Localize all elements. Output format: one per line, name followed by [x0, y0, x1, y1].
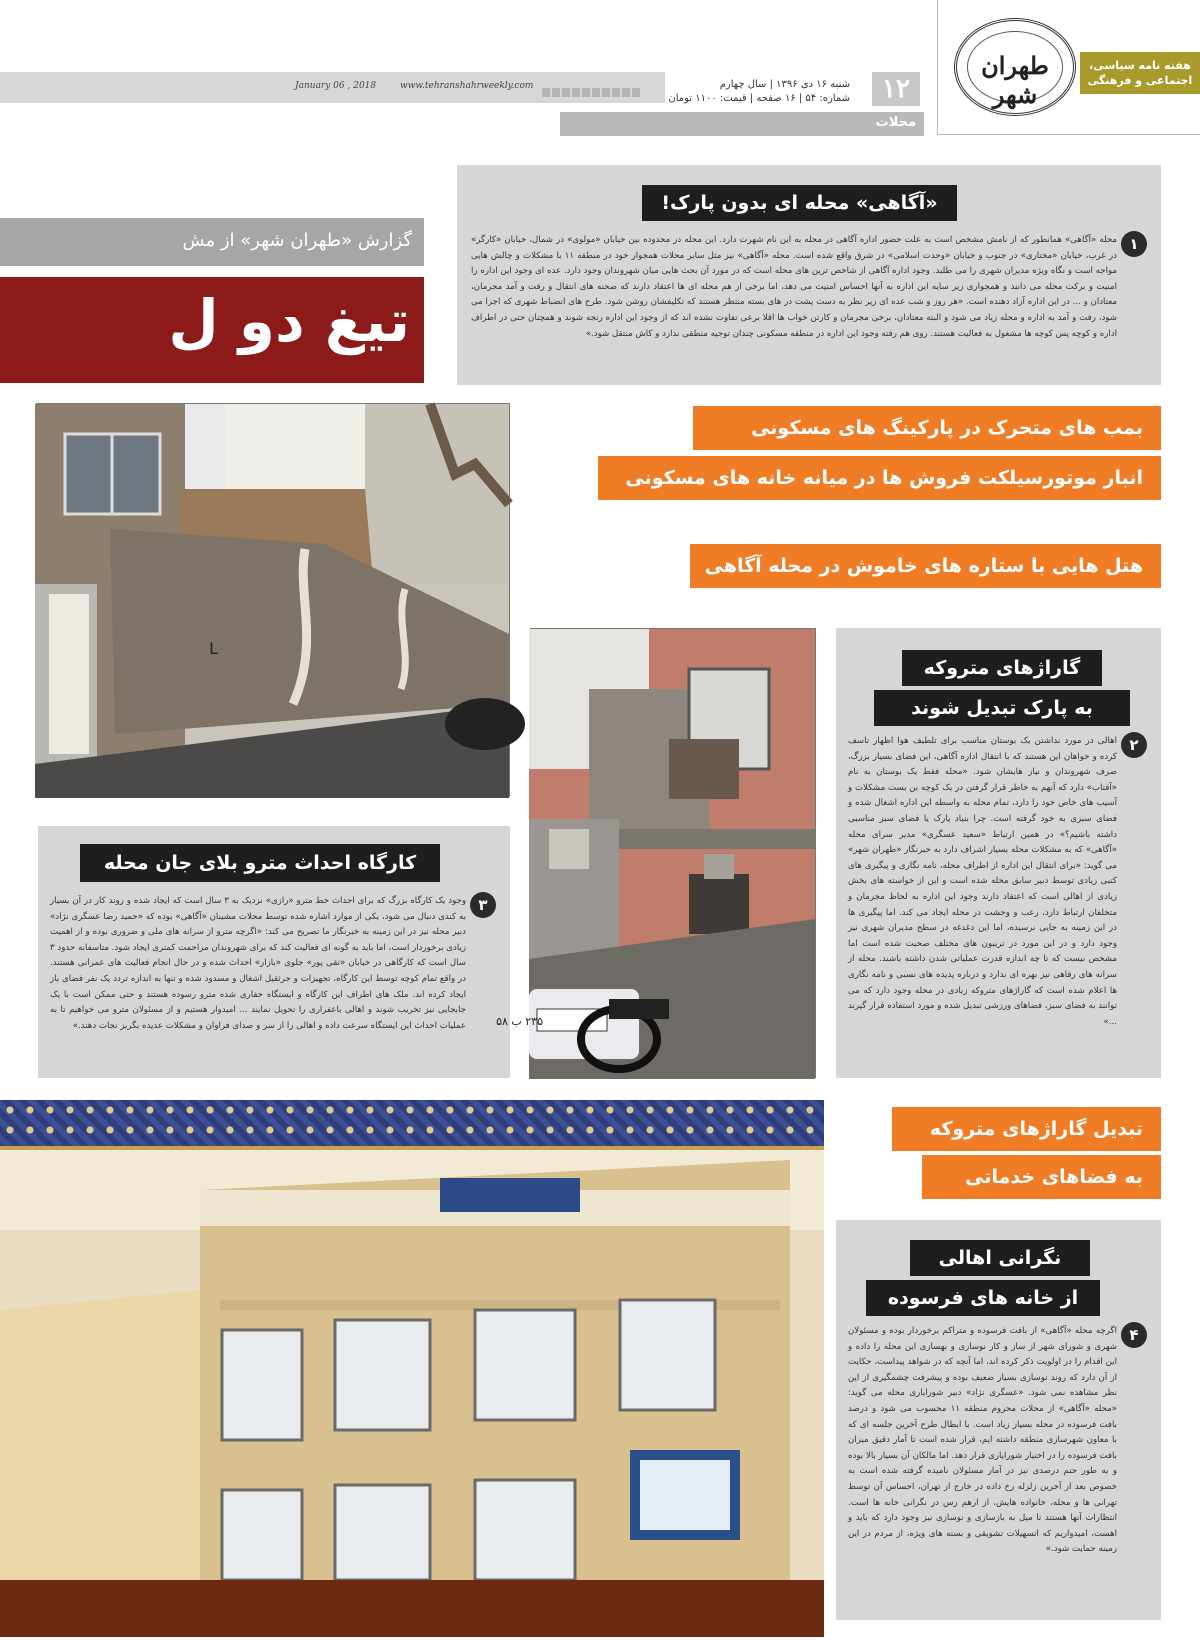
tagline-line1: هفته نامه سیاسی،: [1089, 59, 1191, 72]
issue-info: [650, 78, 850, 106]
section-2-title-line2: به پارک تبدیل شوند: [874, 690, 1130, 726]
photo-wall-alley-image: [35, 404, 509, 798]
tagline: [1080, 52, 1200, 94]
section-4-body: اگرچه محله «آگاهی» از بافت فرسوده و متراکم برخوردار بوده و مسئولان شهری و شورای شهر از ساز و کار نوسازی و بهسازی این محله را داده و این اقدام را در اولویت ذکر کرده اند، اما آنچه که در شواهد پیداست، حکایت از آن دارد که روند نوسازی بسیار ضعیف بوده و پیشرفت چشمگیری از این نظر مشاهده نمی شود. «عسگری نژاد» دبیر شورایاری محله می گوید: «محله «آگاهی» از محلات محروم منطقه ۱۱ محسوب می شود و درصد بافت فرسوده در محله بسیار زیاد است. با ابطال طرح آخرین جلسه ای که با معاون شهرسازی منطقه داشته ایم، قرار شده است تا آمار دقیق میزان بافت فرسوده را در اختیار شورایاری قرار دهد. اما مالکان آن بسیار بالا بوده و به طور حتم درصدی نیز در آمار مسئولان نامیده گرفته شده است به خصوص بعد از آخرین زلزله رخ داده در خارج از تهران، احساس آن توسط تهرانی ها و محله، خانواده هایش، از ارهم رس در نگرانی خانه ها است. انتظارات آنها هستند تا میل به بازسازی و نوسازی نیز وجود دارد که باید و اهست، امیدواریم که اتسهیلات تشویقی و بسته های ویژه، از مردم در این زمینه حمایت شود.»: [848, 1326, 1117, 1555]
logo-text: طهران شهر: [981, 51, 1049, 109]
photo-school-building-image: [0, 1150, 824, 1637]
photo-wall-alley: [36, 403, 510, 797]
headline-bar-1: بمب های متحرک در پارکینگ های مسکونی: [693, 406, 1161, 450]
headline-bar-4b: به فضاهای خدماتی: [922, 1155, 1161, 1199]
photo-wall-mark: L: [209, 639, 218, 658]
decorative-tile-strip: [0, 1100, 824, 1150]
section-3-number: ۳: [470, 892, 496, 918]
photo-brick-building-image: [496, 629, 815, 1079]
section-1-body: محله «آگاهی» همانطور که از نامش مشخص است به علت حضور اداره آگاهی در محله به این نام شهرت دارد. این محله در محدوده بین خیابان «مولوی» در شمال، خیابان «کارگر» در غرب، خیابان «مختاری» در جنوب و خیابان «وحدت اسلامی» در شرق واقع شده است. محله «آگاهی» نیز مثل سایر محلات همجوار خود در منطقه ۱۱ با مشکلات و چالش هایی مواجه است و نگاه ویژه مدیران شهری را می طلبد. وجود اداره آگاهی از شاخص ترین های محله است که در مورد آن بحث هایی میان شهروندان وجود دارد. عده ای وجود این اداره را امنیت و برکت محله می دانند و همجواری زیر سایه این اداره به آنها احساس امنیت می دهد، اما برخی از هم محله ای ها اعتقاد دارند که صحنه های انتقال و رفت و آمد مجرمان، معتادان و ... در این اداره آزاد دهنده است. «هر روز و شب عده ای زیر نظر به دست پشت در های بسته منتظر هستند که تکلیفشان روشن شود. طرح های انضباط شهری که اجرا می شود، رفت و آمد به اداره و محله زیاد می شود و البته معتادان، برخی مجرمان و کارتن خواب ها اقلا برعی تفاوت نشده اند که از وجود این اداره رنجه شوند و همچنان حتی در اطراف اداره و کوچه پس کوچه ها مشغول به فعالیت هستند. روی هم رفته وجود این اداره در منطقه مسکونی چندان توجیه منطقی ندارد و کاش منتقل شود.»: [471, 235, 1117, 339]
lead-title: تیغ دو ل: [168, 287, 410, 355]
section-4-title-line1: نگرانی اهالی: [910, 1240, 1090, 1276]
lead-kicker-strap: [0, 218, 424, 266]
headline-bar-3: هتل هایی با ستاره های خاموش در محله آگاهی: [690, 544, 1161, 588]
lead-kicker: گزارش «طهران شهر» از مش: [182, 230, 412, 251]
date-english: January 06 , 2018: [295, 81, 377, 91]
website-url[interactable]: www.tehranshahrweekly.com: [400, 81, 534, 91]
header-dots: [540, 82, 640, 101]
section-3-body: وجود یک کارگاه بزرگ که برای احداث خط مترو «رازی» نزدیک به ۳ سال است که ایجاد شده و روند کار در آن بسیار به کندی دنبال می شود، یکی از موارد اشاره شده توسط محلات مشینان «آگاهی» بوده که «حمید رضا عسگری نژاد» دبیر محله نیز در این زمینه به خبرنگار ما تصریح می کند: «اگرچه مترو از سرانه های ملی و ضروری بوده و از اهمیت زیادی برخوردار است، اما باید به گونه ای فعالیت کند که برای شهروندان مزاحمت کمتری ایجاد شود. متاسفانه حدود ۳ سال است که کارگاهی در خیابان «تقی پور» جلوی «بازار» احداث شده و در حال انجام فعالیت های عمرانی هستند. در واقع تمام کوچه توسط این کارگاه، تجهیزات و جرثقیل اشغال و مسدود شده و تنها به اندازه تردد یک نفر فضای باز ایجاد کرده اند. ملک های اطراف این کارگاه و ایستگاه حفاری شده مترو رسوده هستند و حتی ممکن است با یک جابجایی نیز تخریب شوند و اهالی باعفراری را تحویل نمایند ... امیدوار هستیم و از مسئولان مترو می خواهیم تا به عملیات احداث این ایستگاه سرعت داده و اهالی را از سر و صدای فراوان و مشکلات عدیده بگریز نجات دهند.»: [50, 896, 466, 1031]
section-2-box: [836, 628, 1161, 1078]
issue-number-line: شماره: ۵۴ | ۱۶ صفحه | قیمت: ۱۱۰۰ تومان: [668, 93, 850, 104]
section-4-box: [836, 1220, 1161, 1620]
photo-school-building: [0, 1150, 824, 1637]
tagline-line2: اجتماعی و فرهنگی: [1087, 74, 1193, 87]
header-bar: [0, 72, 665, 103]
photo-brick-building: [496, 628, 816, 1078]
section-1-title: «آگاهی» محله ای بدون پارک!: [642, 185, 957, 221]
section-2-title-line1: گاراژهای متروکه: [902, 650, 1102, 686]
section-1-box: [457, 165, 1161, 385]
section-3-title: کارگاه احداث مترو بلای جان محله: [80, 844, 440, 882]
section-3-box: [38, 826, 510, 1078]
lead-title-block: [0, 277, 424, 383]
section-label: محلات: [875, 115, 916, 130]
section-bar: [560, 112, 924, 136]
section-1-number: ۱: [1121, 231, 1147, 257]
headline-bar-4a: تبدیل گاراژهای متروکه: [892, 1107, 1161, 1151]
section-2-number: ۲: [1121, 732, 1147, 758]
page-number: ۱۲: [872, 72, 920, 106]
section-2-body: اهالی در مورد نداشتن یک بوستان مناسب برای تلطیف هوا اظهار تاسف کرده و خواهان این هستند که با انتقال اداره آگاهی، این فضای بسیار بزرگ، صرف شهروندان و نیاز هایشان شود. «محله فقط یک بوستان به نام «آفتاب» دارد که آنهم به خاطر قرار گرفتن در یک کوچه بن بست مشکلات و آسیب های خاص خود را دارد، تمام محله به واسطه این اداره اشغال شده و فضای سبزی به خود گرفته است. چرا بنیاد پارک یا فضای سبز مناسبی داشته باشیم؟» در همین ارتباط «سعید عسگری» مدیر سرای محله «آگاهی» که به مشکلات محله بسیار اشراف دارد به خبرنگار «طهران شهر» می گوید: «برای انتقال این اداره از اطراف محله، نامه نگاری و پیگیری های کتبی زیادی توسط دبیر سابق محله شده است و این از خواسته های بخش زیادی از اهالی است که اعتقاد دارند وجود این اداره به لحاظ مجرمان و متخلفان ارتباط دارد، رعب و وحشت در محله ایجاد می کند. اما پیگیری ها در این زمینه به جایی نرسیده، اما این دغدغه در سطح مدیران شهری نیز وجود دارد و در این مورد در تریبون های مختلف صحبت شده است اما مشخص نیست که تا چه اندازه قدرت عملیاتی شدن داشته باشند. محله از سرانه های رفاهی نیز بهره ای ندارد و درباره پدیده های نسبی و نامه نگاری ها اعلام شده است که گاراژهای متروکه زیادی در محله وجود دارد که می توانند به فضای سبز، فضاهای ورزشی تبدیل شده و مورد استفاده قرار گیرند ...»: [848, 736, 1117, 1027]
masthead: [937, 0, 1200, 135]
section-4-number: ۴: [1121, 1322, 1147, 1348]
license-plate: ۲۳۵ ب ۵۸: [496, 1015, 543, 1028]
headline-bar-2: انبار موتورسیلکت فروش ها در میانه خانه های مسکونی: [598, 456, 1161, 500]
section-4-title-line2: از خانه های فرسوده: [866, 1280, 1100, 1316]
logo-emblem: [954, 18, 1076, 116]
issue-date-line: شنبه ۱۶ دی ۱۳۹۶ | سال چهارم: [719, 79, 850, 90]
